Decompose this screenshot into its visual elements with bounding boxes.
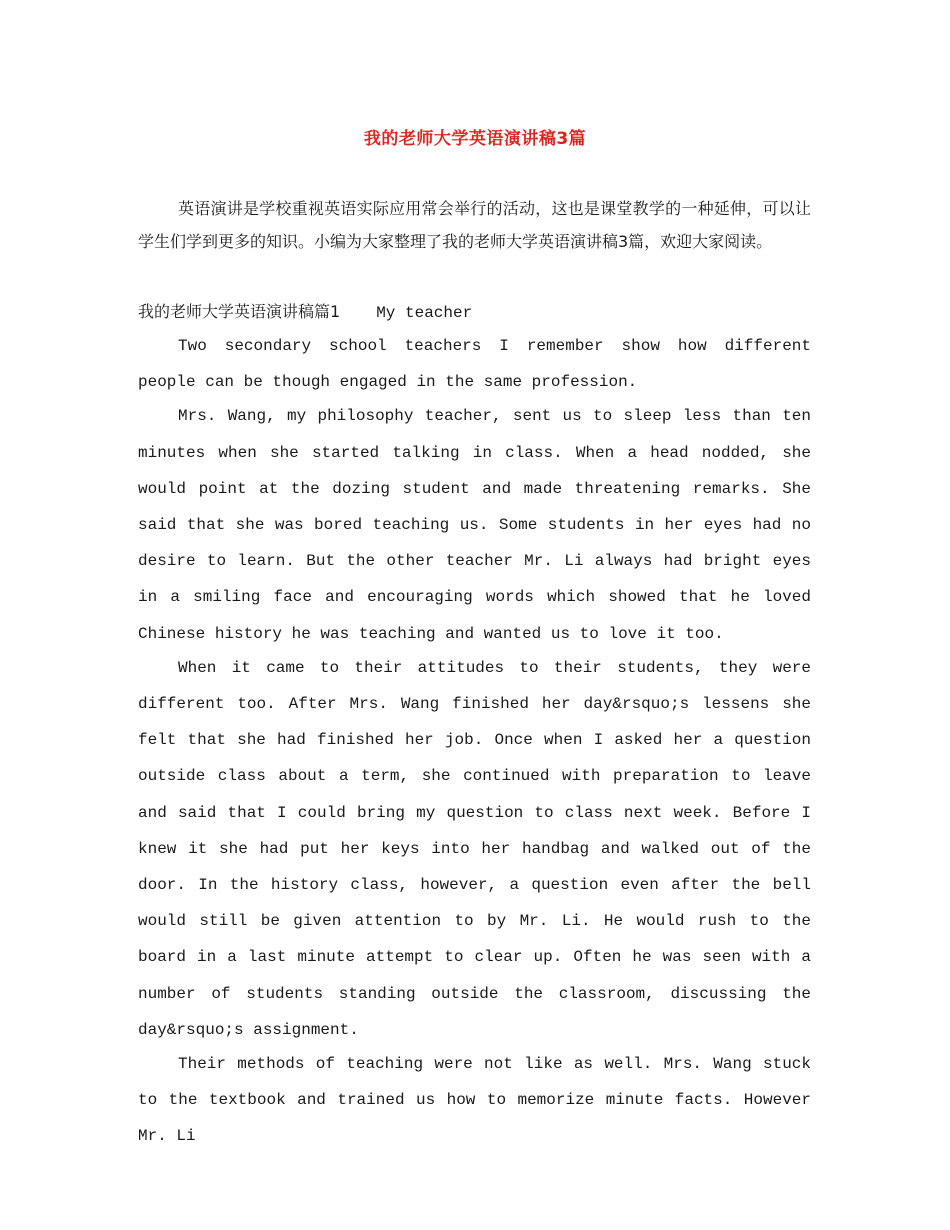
intro-paragraph: 英语演讲是学校重视英语实际应用常会举行的活动，这也是课堂教学的一种延伸，可以让学生们学到更多的知识。小编为大家整理了我的老师大学英语演讲稿3篇，欢迎大家阅读。 bbox=[138, 199, 811, 251]
section-heading-chinese: 我的老师大学英语演讲稿篇1 bbox=[138, 302, 341, 321]
body-paragraph-2: Mrs. Wang, my philosophy teacher, sent us to sleep less than ten minutes when she started talking in class. When a head nodded, she would point at the dozing student and made threatening remarks. She said that she was bored teaching us. Some students in her eyes had no desire to learn. But the other teacher Mr. Li always had bright eyes in a smiling face and encouraging words which showed that he loved Chinese history he was teaching and wanted us to love it too. bbox=[138, 407, 811, 643]
section-heading-english: My teacher bbox=[376, 304, 473, 322]
document-title: 我的老师大学英语演讲稿3篇 bbox=[363, 129, 587, 149]
body-paragraph-1: Two secondary school teachers I remember show how different people can be though engaged in the same profession. bbox=[138, 337, 811, 392]
speech-body bbox=[138, 328, 811, 1153]
body-paragraph-4: Their methods of teaching were not like as well. Mrs. Wang stuck to the textbook and trained us how to memorize minute facts. However Mr. Li bbox=[138, 1055, 811, 1146]
body-paragraph-3: When it came to their attitudes to their students, they were different too. After Mrs. Wang finished her day&rsquo;s lessens she felt that she had finished her job. Once when I asked her a question outside class about a term, she continued with preparation to leave and said that I could bring my question to class next week. Before I knew it she had put her keys into her handbag and walked out of the door. In the history class, however, a question even after the bell would still be given attention to by Mr. Li. He would rush to the board in a last minute attempt to clear up. Often he was seen with a number of students standing outside the classroom, discussing the day&rsquo;s assignment. bbox=[138, 658, 811, 1039]
section-heading bbox=[138, 300, 811, 325]
